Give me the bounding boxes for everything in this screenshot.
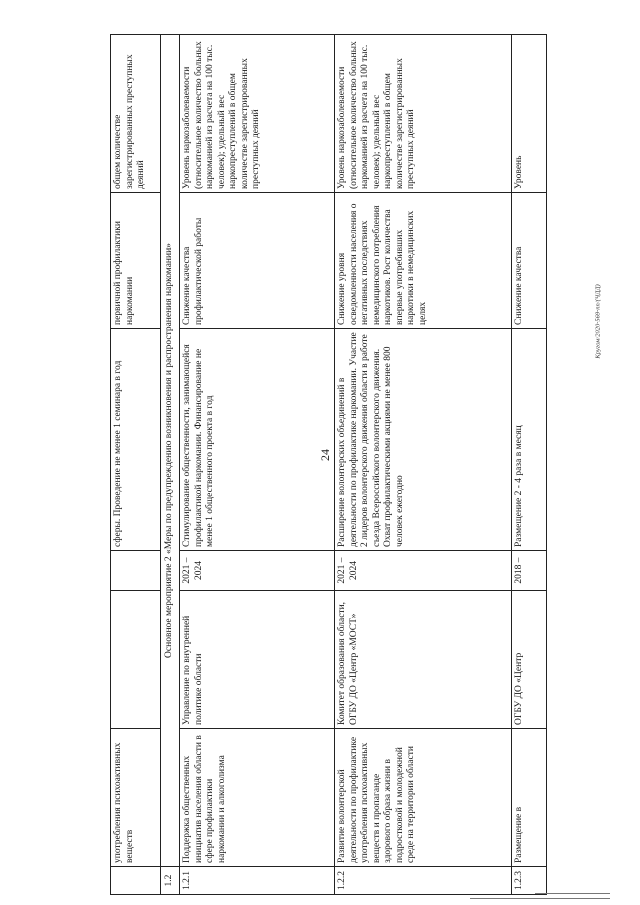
cell-result: сферы. Проведение не менее 1 семинара в год	[111, 329, 161, 551]
section-title: Основное мероприятие 2 «Меры по предупреждению возникновения и распространения наркомании»	[161, 35, 180, 867]
scan-edge-line	[470, 898, 610, 899]
cell-result: Стимулирование общественности, занимающейся профилактикой наркомании. Финансирование не менее 1 общественного проекта в год	[180, 329, 335, 551]
cell-executor: Комитет образования области, ОГБУ ДО «Центр «МОСТ»	[335, 591, 512, 729]
cell-years: 2021 – 2024	[335, 551, 512, 591]
registry-stamp: Кругом/2020-569-пп/(ЧДД)	[594, 283, 602, 359]
cell-name: употребления психоактивных веществ	[111, 729, 161, 867]
cell-name: Размещение в	[512, 729, 547, 867]
cell-code: 1.2.3	[512, 867, 547, 895]
cell-indicator: общем количестве зарегистрированных преступных деяний	[111, 35, 161, 193]
cell-code	[111, 867, 161, 895]
cell-indicator: Уровень наркозаболеваемости (относительное количество больных наркоманией из расчета на 100 тыс. человек); удельный вес наркопреступлений в общем количестве зарегистрированных преступных деяний	[180, 35, 335, 193]
page-number: 24	[318, 449, 332, 461]
cell-indicator: Уровень	[512, 35, 547, 193]
cell-code: 1.2.2	[335, 867, 512, 895]
cell-effect: Снижение уровня осведомленности населения о негативных последствиях немедицинского потребления наркотиков. Рост количества впервые употребивших наркотики в немедицинских целях	[335, 193, 512, 329]
table-row-section	[161, 35, 180, 895]
section-code: 1.2	[161, 867, 180, 895]
cell-code: 1.2.1	[180, 867, 335, 895]
cell-years: 2018 –	[512, 551, 547, 591]
rotated-table-area	[110, 35, 640, 890]
cell-years	[111, 551, 161, 591]
table-row	[180, 35, 335, 895]
cell-effect: первичной профилактики наркомании	[111, 193, 161, 329]
program-measures-table	[110, 34, 547, 895]
cell-executor: ОГБУ ДО «Центр	[512, 591, 547, 729]
cell-result: Расширение волонтерских объединений в деятельности по профилактике наркомании. Участие 2 лидеров волонтерского движения области в работе съезда Всероссийского волонтерского движения. Охват профилактическими акциями не менее 800 человек ежегодно	[335, 329, 512, 551]
table-row	[335, 35, 512, 895]
scan-edge-line	[535, 893, 610, 894]
cell-effect: Снижение качества	[512, 193, 547, 329]
cell-name: Развитие волонтерской деятельности по профилактике употребления психоактивных веществ и пропаганде здорового образа жизни в подростковой и молодежной среде на территории области	[335, 729, 512, 867]
cell-executor	[111, 591, 161, 729]
cell-indicator: Уровень наркозаболеваемости (относительное количество больных наркоманией из расчета на 100 тыс. человек); удельный вес наркопреступлений в общем количестве зарегистрированных преступных деяний	[335, 35, 512, 193]
cell-name: Поддержка общественных инициатив населения области в сфере профилактики наркомании и алкоголизма	[180, 729, 335, 867]
table-row	[512, 35, 547, 895]
cell-effect: Снижение качества профилактической работы	[180, 193, 335, 329]
cell-executor: Управление по внутренней политике области	[180, 591, 335, 729]
table-row-continuation	[111, 35, 161, 895]
cell-years: 2021 – 2024	[180, 551, 335, 591]
cell-result: Размещение 2 - 4 раза в месяц	[512, 329, 547, 551]
